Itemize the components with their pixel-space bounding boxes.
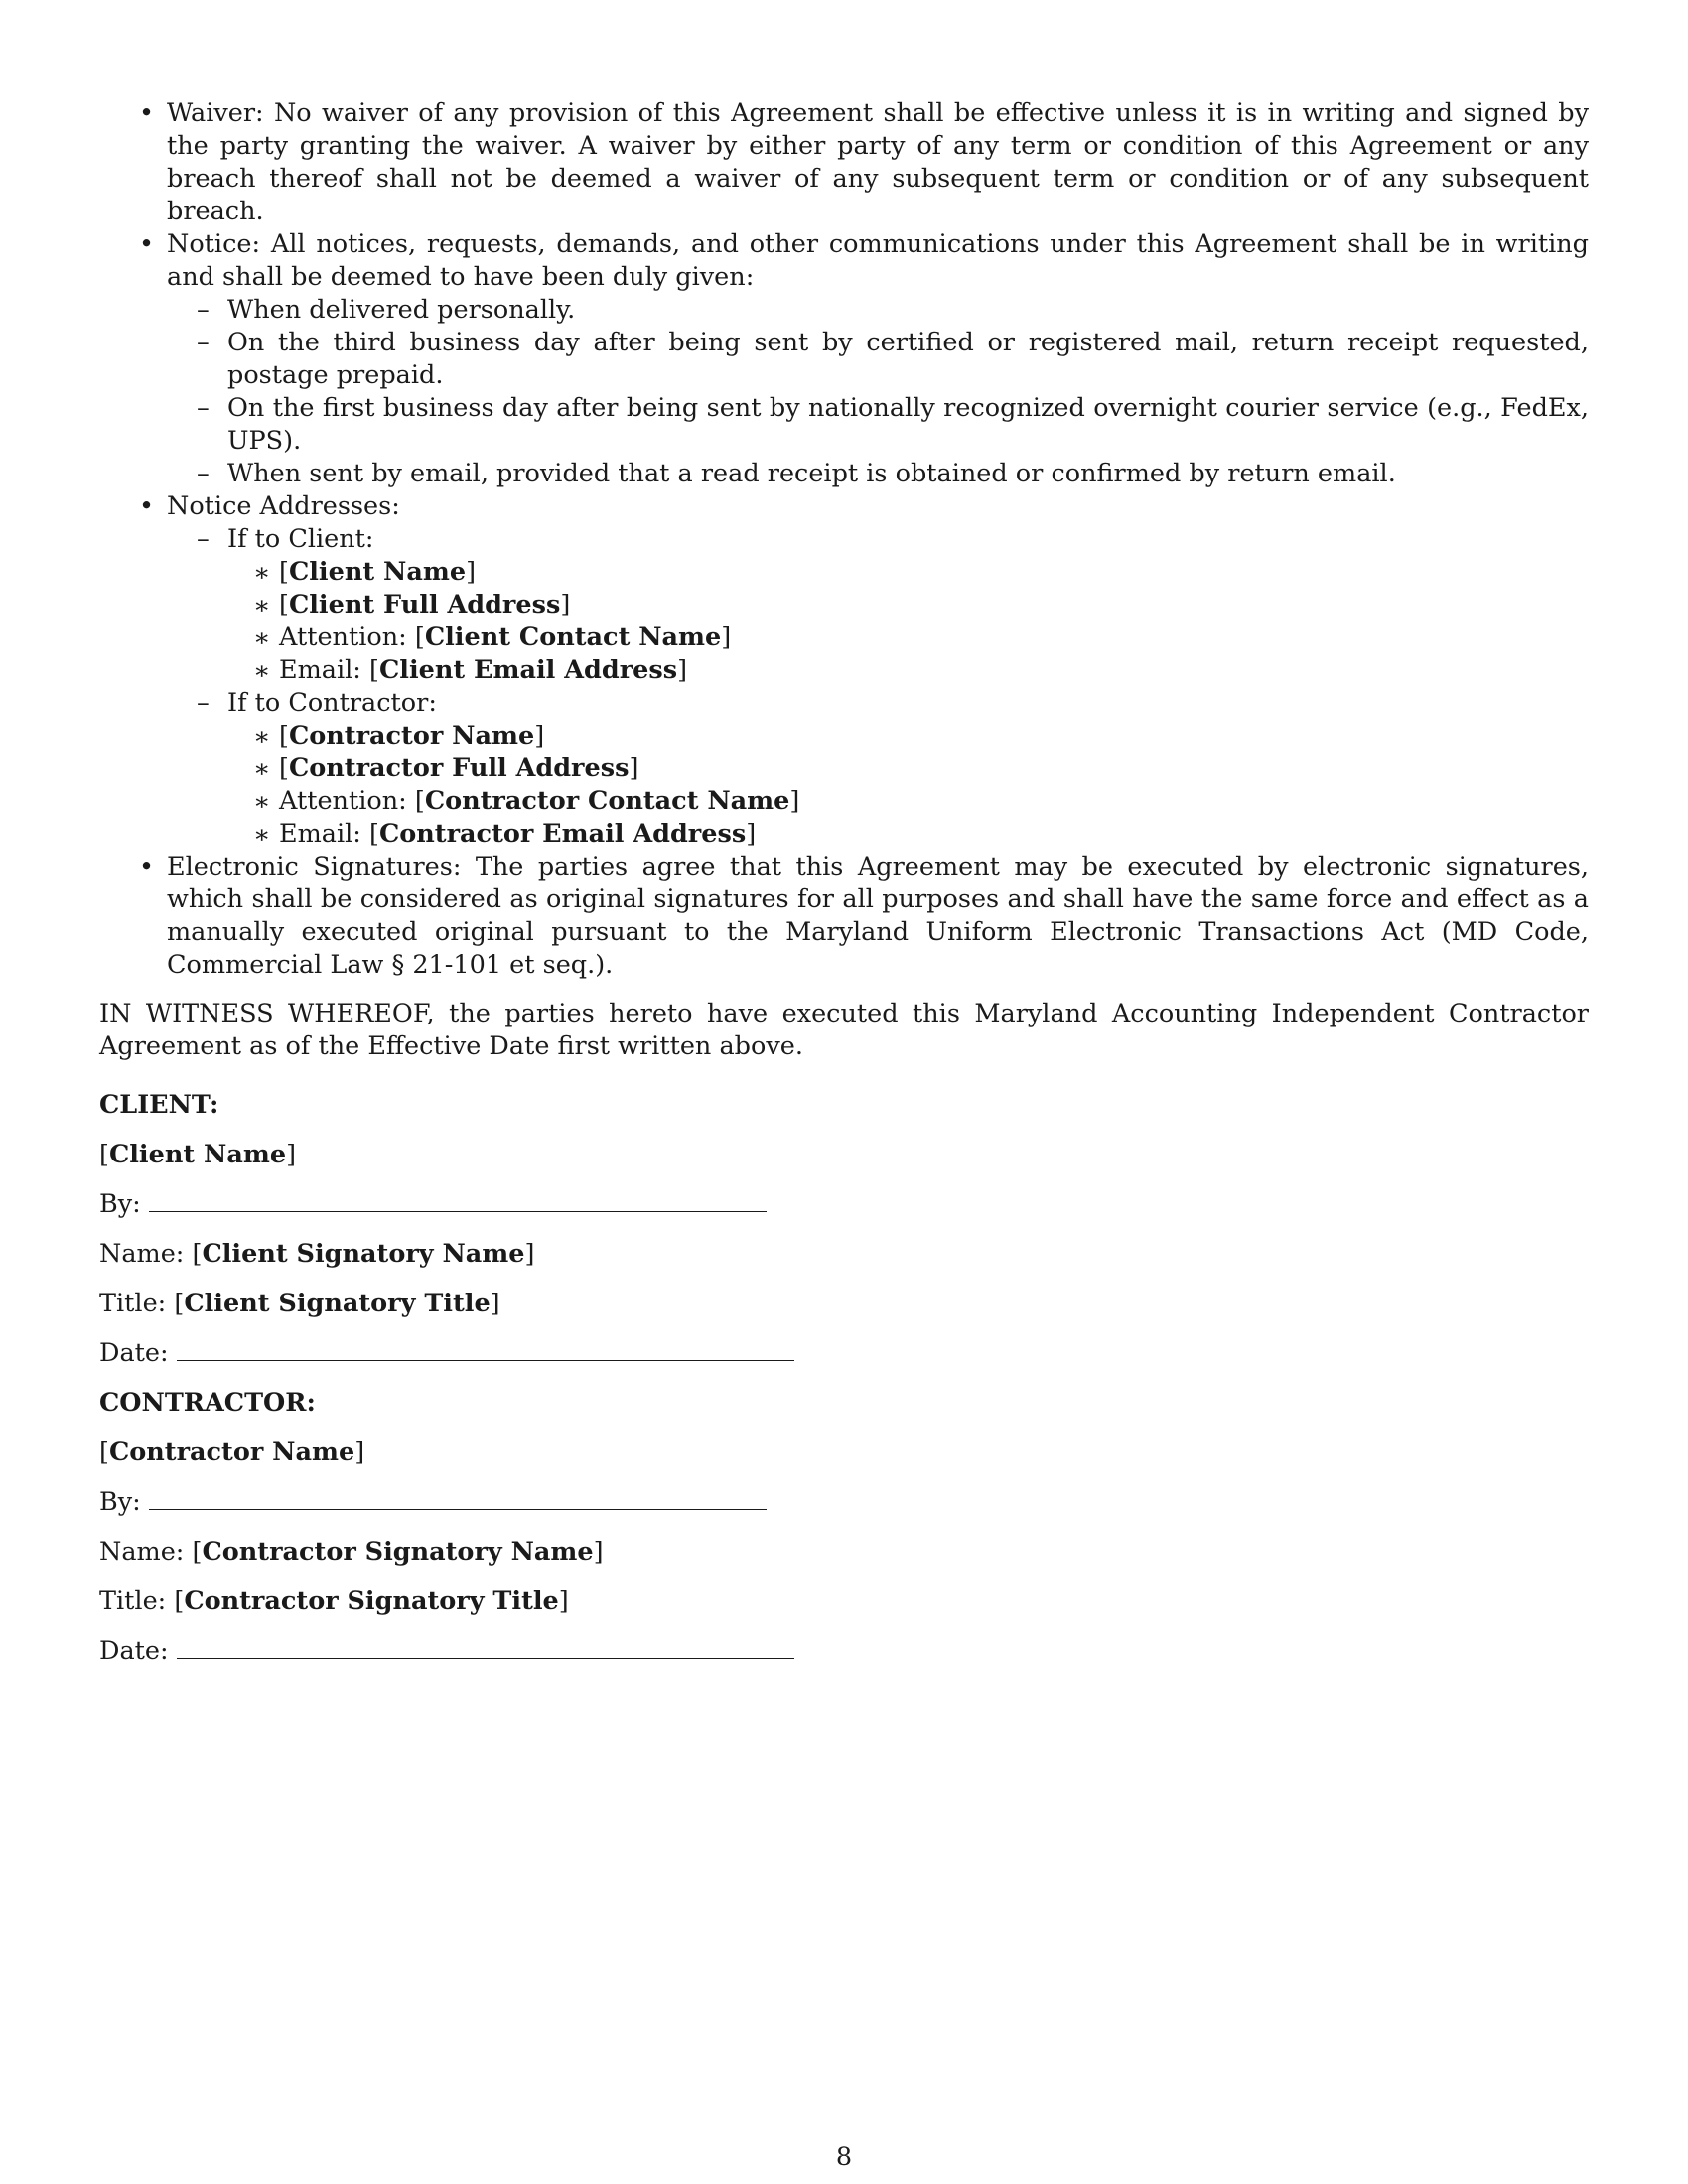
clause-notice-text: Notice: All notices, requests, demands, and other communications under this Agreement shall be in writing and shall be deemed to have been duly given: [167,229,1589,292]
contractor-signatory-title-placeholder: Contractor Signatory Title [184,1585,559,1616]
clause-notice [99,228,1589,490]
date-label: Date: [99,1337,169,1368]
list-item: ∗ [Client Name] [253,557,477,588]
name-label: Name: [99,1238,185,1269]
client-email-placeholder: Client Email Address [378,655,678,685]
client-address-label: If to Client: [227,524,374,554]
client-date-field[interactable] [177,1342,794,1361]
list-item [167,327,1589,392]
title-label: Title: [99,1288,167,1318]
page-number: 8 [835,2142,853,2172]
title-label: Title: [99,1585,167,1616]
by-label: By: [99,1486,141,1517]
contractor-heading: CONTRACTOR: [99,1387,316,1418]
attention-label: Attention: [279,622,407,652]
dash-marker: – [197,328,210,357]
contractor-name-placeholder: Contractor Name [288,721,535,751]
contractor-signature-block [99,1387,1589,1668]
contractor-entity-placeholder: Contractor Name [108,1436,355,1467]
star-marker: ∗ [253,722,271,751]
client-signature-block [99,1089,1589,1370]
contractor-email-placeholder: Contractor Email Address [378,819,747,849]
contractor-entity-line: [Contractor Name] [99,1436,365,1467]
star-marker: ∗ [253,754,271,784]
contractor-address-placeholder: Contractor Full Address [288,753,630,783]
client-heading: CLIENT: [99,1089,219,1120]
client-address-block [167,523,1589,687]
witness-paragraph: IN WITNESS WHEREOF, the parties hereto have executed this Maryland Accounting Independent Contractor Agreement as of the Effective Date first written above. [99,999,1589,1061]
clause-addresses-text: Notice Addresses: [167,491,400,521]
contractor-address-label: If to Contractor: [227,688,437,718]
list-item: ∗ Email: [Contractor Email Address] [253,819,757,850]
email-label: Email: [279,655,361,685]
star-marker: ∗ [253,591,271,620]
list-item: ∗ [Contractor Name] [253,721,545,751]
list-item: ∗ Attention: [Contractor Contact Name] [253,786,800,817]
clause-electronic-signatures [99,851,1589,982]
contractor-address-block [167,687,1589,851]
client-signatory-name-placeholder: Client Signatory Name [202,1238,525,1269]
client-entity-line: [Client Name] [99,1139,297,1169]
dash-marker: – [197,688,210,718]
address-parties-list [167,523,1589,851]
dash-marker: – [197,393,210,423]
client-by-line [99,1188,1589,1221]
bullet-marker: • [139,98,155,128]
contractor-by-line [99,1486,1589,1519]
list-item: ∗ Email: [Client Email Address] [253,655,688,686]
list-item [167,458,1589,490]
client-address-placeholder: Client Full Address [288,590,561,619]
client-contact-placeholder: Client Contact Name [424,622,722,652]
star-marker: ∗ [253,558,271,588]
list-item [167,294,1589,327]
client-name-placeholder: Client Name [288,557,467,587]
client-title-line: Title: [Client Signatory Title] [99,1288,500,1318]
bullet-marker: • [139,229,155,259]
list-item: ∗ Attention: [Client Contact Name] [253,622,732,653]
star-marker: ∗ [253,623,271,653]
star-marker: ∗ [253,787,271,817]
list-item: ∗ [Contractor Full Address] [253,753,639,784]
dash-marker: – [197,524,210,554]
clause-waiver-text: Waiver: No waiver of any provision of this Agreement shall be effective unless it is in writing and signed by the party granting the waiver. A waiver by either party of any term or condition of this Agreement or any breach thereof shall not be deemed a waiver of any subsequent term or condition or of any subsequent breach. [167,98,1589,226]
notice-method-text: When delivered personally. [227,295,576,325]
clause-esign-text: Electronic Signatures: The parties agree that this Agreement may be executed by electronic signatures, which shall be considered as original signatures for all purposes and shall have the same force and effect as a manually executed original pursuant to the Maryland Uniform Electronic Transactions Act (MD Code, Commercial Law § 21-101 et seq.). [167,852,1589,980]
client-entity-placeholder: Client Name [108,1139,287,1169]
document-page [99,97,1589,1668]
contractor-contact-placeholder: Contractor Contact Name [424,786,790,816]
contractor-title-line: Title: [Contractor Signatory Title] [99,1585,569,1616]
contractor-signature-field[interactable] [149,1491,767,1510]
clause-waiver [99,97,1589,228]
contractor-signatory-name-placeholder: Contractor Signatory Name [202,1536,594,1567]
client-name-line: Name: [Client Signatory Name] [99,1238,535,1269]
notice-methods-list [167,294,1589,490]
name-label: Name: [99,1536,185,1567]
star-marker: ∗ [253,656,271,686]
notice-method-text: On the third business day after being sent by certified or registered mail, return receipt requested, postage prepaid. [227,328,1589,390]
client-signature-field[interactable] [149,1193,767,1212]
date-label: Date: [99,1635,169,1666]
email-label: Email: [279,819,361,849]
star-marker: ∗ [253,820,271,850]
contractor-address-lines [227,720,1589,851]
contractor-name-line: Name: [Contractor Signatory Name] [99,1536,604,1567]
list-item [167,392,1589,458]
clause-notice-addresses [99,490,1589,851]
client-date-line [99,1337,1589,1370]
attention-label: Attention: [279,786,407,816]
client-address-lines [227,556,1589,687]
by-label: By: [99,1188,141,1219]
dash-marker: – [197,459,210,488]
dash-marker: – [197,295,210,325]
notice-method-text: When sent by email, provided that a read receipt is obtained or confirmed by return email. [227,459,1396,488]
contractor-date-line [99,1635,1589,1668]
list-item: ∗ [Client Full Address] [253,590,571,620]
clause-list [99,97,1589,982]
bullet-marker: • [139,852,155,882]
bullet-marker: • [139,491,155,521]
notice-method-text: On the first business day after being sent by nationally recognized overnight courier service (e.g., FedEx, UPS). [227,393,1589,456]
contractor-date-field[interactable] [177,1640,794,1659]
client-signatory-title-placeholder: Client Signatory Title [184,1288,491,1318]
